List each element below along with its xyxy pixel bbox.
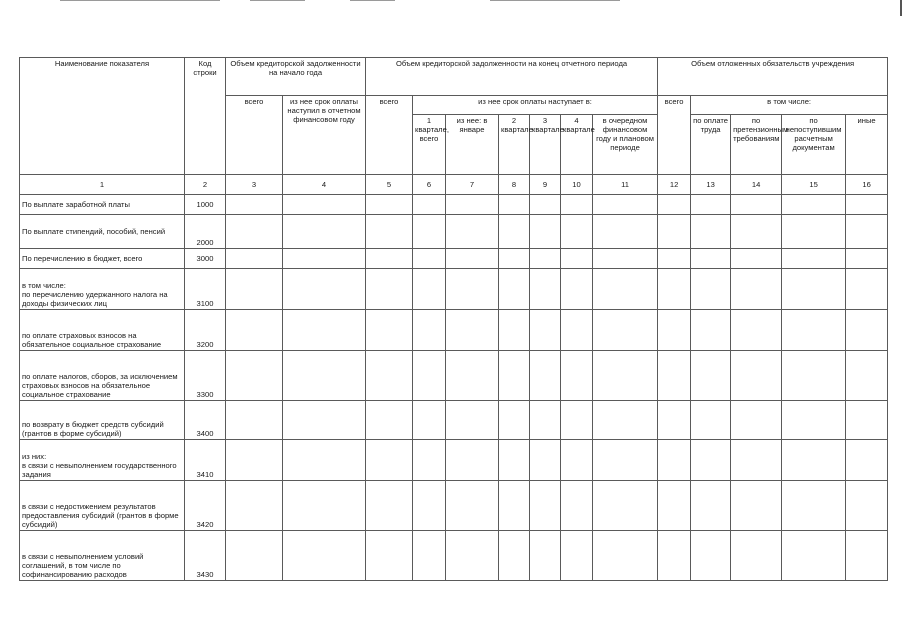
value-cell — [446, 531, 499, 581]
row-indicator-name: из них: в связи с невыполнением государственного задания — [20, 440, 185, 481]
value-cell — [782, 531, 846, 581]
value-cell — [530, 195, 561, 215]
row-indicator-name: По перечислению в бюджет, всего — [20, 249, 185, 269]
value-cell — [658, 310, 691, 351]
value-cell — [593, 401, 658, 440]
value-cell — [782, 269, 846, 310]
column-number: 6 — [413, 175, 446, 195]
value-cell — [530, 351, 561, 401]
row-indicator-name: по возврату в бюджет средств субсидий (грантов в форме субсидий) — [20, 401, 185, 440]
value-cell — [530, 440, 561, 481]
value-cell — [366, 440, 413, 481]
value-cell — [658, 351, 691, 401]
value-cell — [226, 269, 283, 310]
value-cell — [413, 195, 446, 215]
row-code: 3100 — [185, 269, 226, 310]
value-cell — [413, 269, 446, 310]
value-cell — [283, 269, 366, 310]
value-cell — [731, 215, 782, 249]
row-code: 2000 — [185, 215, 226, 249]
row-code: 3000 — [185, 249, 226, 269]
value-cell — [226, 249, 283, 269]
col-header-row-code: Код строки — [185, 58, 226, 175]
value-cell — [691, 481, 731, 531]
value-cell — [561, 401, 593, 440]
value-cell — [658, 531, 691, 581]
value-cell — [499, 531, 530, 581]
value-cell — [413, 351, 446, 401]
col-header-labor-payment: по оплате труда — [691, 115, 731, 175]
value-cell — [846, 195, 888, 215]
col-header-indicator-name: Наименование показателя — [20, 58, 185, 175]
value-cell — [366, 249, 413, 269]
value-cell — [691, 440, 731, 481]
value-cell — [530, 269, 561, 310]
table-row — [20, 440, 888, 481]
column-number: 7 — [446, 175, 499, 195]
value-cell — [782, 481, 846, 531]
payables-report-table — [19, 57, 888, 581]
value-cell — [846, 401, 888, 440]
table-row — [20, 401, 888, 440]
value-cell — [283, 351, 366, 401]
value-cell — [561, 269, 593, 310]
value-cell — [413, 440, 446, 481]
value-cell — [846, 481, 888, 531]
row-indicator-name: в том числе: по перечислению удержанного налога на доходы физических лиц — [20, 269, 185, 310]
value-cell — [499, 195, 530, 215]
value-cell — [593, 440, 658, 481]
value-cell — [226, 401, 283, 440]
value-cell — [499, 269, 530, 310]
value-cell — [283, 531, 366, 581]
value-cell — [593, 215, 658, 249]
value-cell — [593, 195, 658, 215]
col-header-q1-total: 1 квартале, всего — [413, 115, 446, 175]
row-code: 1000 — [185, 195, 226, 215]
table-row — [20, 310, 888, 351]
value-cell — [446, 195, 499, 215]
column-number: 5 — [366, 175, 413, 195]
value-cell — [366, 531, 413, 581]
value-cell — [283, 401, 366, 440]
column-number: 12 — [658, 175, 691, 195]
value-cell — [691, 249, 731, 269]
value-cell — [499, 215, 530, 249]
table-row — [20, 249, 888, 269]
column-number: 2 — [185, 175, 226, 195]
scan-artifact-line — [60, 0, 220, 1]
value-cell — [413, 481, 446, 531]
value-cell — [446, 440, 499, 481]
col-header-due-in-period: из нее срок оплаты наступил в отчетном финансовом году — [283, 96, 366, 175]
column-number: 4 — [283, 175, 366, 195]
value-cell — [561, 351, 593, 401]
value-cell — [530, 401, 561, 440]
value-cell — [658, 215, 691, 249]
column-number: 16 — [846, 175, 888, 195]
col-header-q4: 4 квартале — [561, 115, 593, 175]
table-row — [20, 351, 888, 401]
column-number: 15 — [782, 175, 846, 195]
value-cell — [593, 481, 658, 531]
value-cell — [691, 351, 731, 401]
value-cell — [413, 310, 446, 351]
col-header-missing-docs: по непоступившим расчетным документам — [782, 115, 846, 175]
value-cell — [658, 195, 691, 215]
value-cell — [283, 249, 366, 269]
col-header-opening-total: всего — [226, 96, 283, 175]
value-cell — [731, 351, 782, 401]
value-cell — [499, 401, 530, 440]
value-cell — [691, 195, 731, 215]
column-numbers-row — [20, 175, 888, 195]
value-cell — [782, 310, 846, 351]
value-cell — [530, 215, 561, 249]
row-code: 3410 — [185, 440, 226, 481]
col-header-next-year-plan: в очередном финансовом году и плановом периоде — [593, 115, 658, 175]
col-header-opening-payables: Объем кредиторской задолженности на начало года — [226, 58, 366, 96]
value-cell — [846, 351, 888, 401]
value-cell — [561, 531, 593, 581]
value-cell — [499, 481, 530, 531]
row-indicator-name: по оплате страховых взносов на обязательное социальное страхование — [20, 310, 185, 351]
col-header-deferred-total: всего — [658, 96, 691, 175]
value-cell — [366, 195, 413, 215]
value-cell — [413, 531, 446, 581]
value-cell — [691, 269, 731, 310]
value-cell — [691, 310, 731, 351]
value-cell — [846, 249, 888, 269]
value-cell — [446, 269, 499, 310]
col-header-q3: 3 квартале — [530, 115, 561, 175]
value-cell — [658, 440, 691, 481]
value-cell — [366, 310, 413, 351]
value-cell — [561, 249, 593, 269]
value-cell — [731, 269, 782, 310]
scan-artifact-line — [250, 0, 305, 1]
row-code: 3200 — [185, 310, 226, 351]
value-cell — [530, 481, 561, 531]
column-number: 8 — [499, 175, 530, 195]
col-header-due-in: из нее срок оплаты наступает в: — [413, 96, 658, 115]
scan-artifact-line — [490, 0, 620, 1]
value-cell — [782, 195, 846, 215]
value-cell — [226, 440, 283, 481]
row-indicator-name: По выплате заработной платы — [20, 195, 185, 215]
value-cell — [593, 249, 658, 269]
value-cell — [446, 481, 499, 531]
row-indicator-name: по оплате налогов, сборов, за исключением страховых взносов на обязательное социальное страхование — [20, 351, 185, 401]
value-cell — [658, 481, 691, 531]
value-cell — [782, 249, 846, 269]
value-cell — [691, 531, 731, 581]
value-cell — [731, 481, 782, 531]
col-header-closing-total: всего — [366, 96, 413, 175]
value-cell — [846, 215, 888, 249]
value-cell — [366, 481, 413, 531]
value-cell — [561, 310, 593, 351]
value-cell — [499, 249, 530, 269]
col-header-deferred-obligations: Объем отложенных обязательств учреждения — [658, 58, 888, 96]
value-cell — [283, 440, 366, 481]
value-cell — [446, 401, 499, 440]
row-code: 3430 — [185, 531, 226, 581]
value-cell — [499, 351, 530, 401]
value-cell — [226, 195, 283, 215]
header-row-1 — [20, 58, 888, 96]
row-code: 3400 — [185, 401, 226, 440]
value-cell — [530, 249, 561, 269]
value-cell — [446, 351, 499, 401]
value-cell — [593, 269, 658, 310]
value-cell — [691, 401, 731, 440]
table-row — [20, 269, 888, 310]
value-cell — [561, 195, 593, 215]
row-indicator-name: в связи с невыполнением условий соглашений, в том числе по софинансированию расходов — [20, 531, 185, 581]
row-code: 3300 — [185, 351, 226, 401]
column-number: 14 — [731, 175, 782, 195]
column-number: 10 — [561, 175, 593, 195]
value-cell — [593, 310, 658, 351]
col-header-other: иные — [846, 115, 888, 175]
value-cell — [561, 481, 593, 531]
column-number: 11 — [593, 175, 658, 195]
value-cell — [446, 310, 499, 351]
value-cell — [782, 401, 846, 440]
value-cell — [530, 531, 561, 581]
value-cell — [691, 215, 731, 249]
value-cell — [593, 351, 658, 401]
value-cell — [846, 531, 888, 581]
value-cell — [413, 249, 446, 269]
column-number: 1 — [20, 175, 185, 195]
value-cell — [731, 249, 782, 269]
value-cell — [846, 310, 888, 351]
value-cell — [530, 310, 561, 351]
value-cell — [413, 401, 446, 440]
value-cell — [226, 215, 283, 249]
value-cell — [226, 351, 283, 401]
value-cell — [658, 249, 691, 269]
scan-artifact-line — [350, 0, 395, 1]
value-cell — [731, 310, 782, 351]
table-row — [20, 531, 888, 581]
value-cell — [846, 269, 888, 310]
table-row — [20, 195, 888, 215]
value-cell — [283, 215, 366, 249]
value-cell — [366, 401, 413, 440]
value-cell — [561, 440, 593, 481]
value-cell — [366, 215, 413, 249]
value-cell — [731, 195, 782, 215]
table-row — [20, 481, 888, 531]
column-number: 9 — [530, 175, 561, 195]
value-cell — [499, 440, 530, 481]
value-cell — [561, 215, 593, 249]
table-row — [20, 215, 888, 249]
value-cell — [226, 310, 283, 351]
value-cell — [446, 249, 499, 269]
col-header-claims: по претензионным требованиям — [731, 115, 782, 175]
row-code: 3420 — [185, 481, 226, 531]
value-cell — [731, 440, 782, 481]
value-cell — [782, 215, 846, 249]
row-indicator-name: в связи с недостижением результатов предоставления субсидий (грантов в форме субсидий) — [20, 481, 185, 531]
col-header-january: из нее: в январе — [446, 115, 499, 175]
value-cell — [366, 269, 413, 310]
value-cell — [731, 401, 782, 440]
scan-artifact-mark — [900, 0, 902, 16]
value-cell — [731, 531, 782, 581]
value-cell — [782, 351, 846, 401]
col-header-closing-payables: Объем кредиторской задолженности на конец отчетного периода — [366, 58, 658, 96]
value-cell — [499, 310, 530, 351]
row-indicator-name: По выплате стипендий, пособий, пенсий — [20, 215, 185, 249]
value-cell — [226, 531, 283, 581]
value-cell — [446, 215, 499, 249]
value-cell — [413, 215, 446, 249]
value-cell — [283, 310, 366, 351]
column-number: 13 — [691, 175, 731, 195]
column-number: 3 — [226, 175, 283, 195]
value-cell — [846, 440, 888, 481]
value-cell — [658, 269, 691, 310]
value-cell — [782, 440, 846, 481]
value-cell — [593, 531, 658, 581]
value-cell — [366, 351, 413, 401]
value-cell — [283, 481, 366, 531]
value-cell — [658, 401, 691, 440]
col-header-q2: 2 квартале — [499, 115, 530, 175]
value-cell — [283, 195, 366, 215]
value-cell — [226, 481, 283, 531]
col-header-including: в том числе: — [691, 96, 888, 115]
